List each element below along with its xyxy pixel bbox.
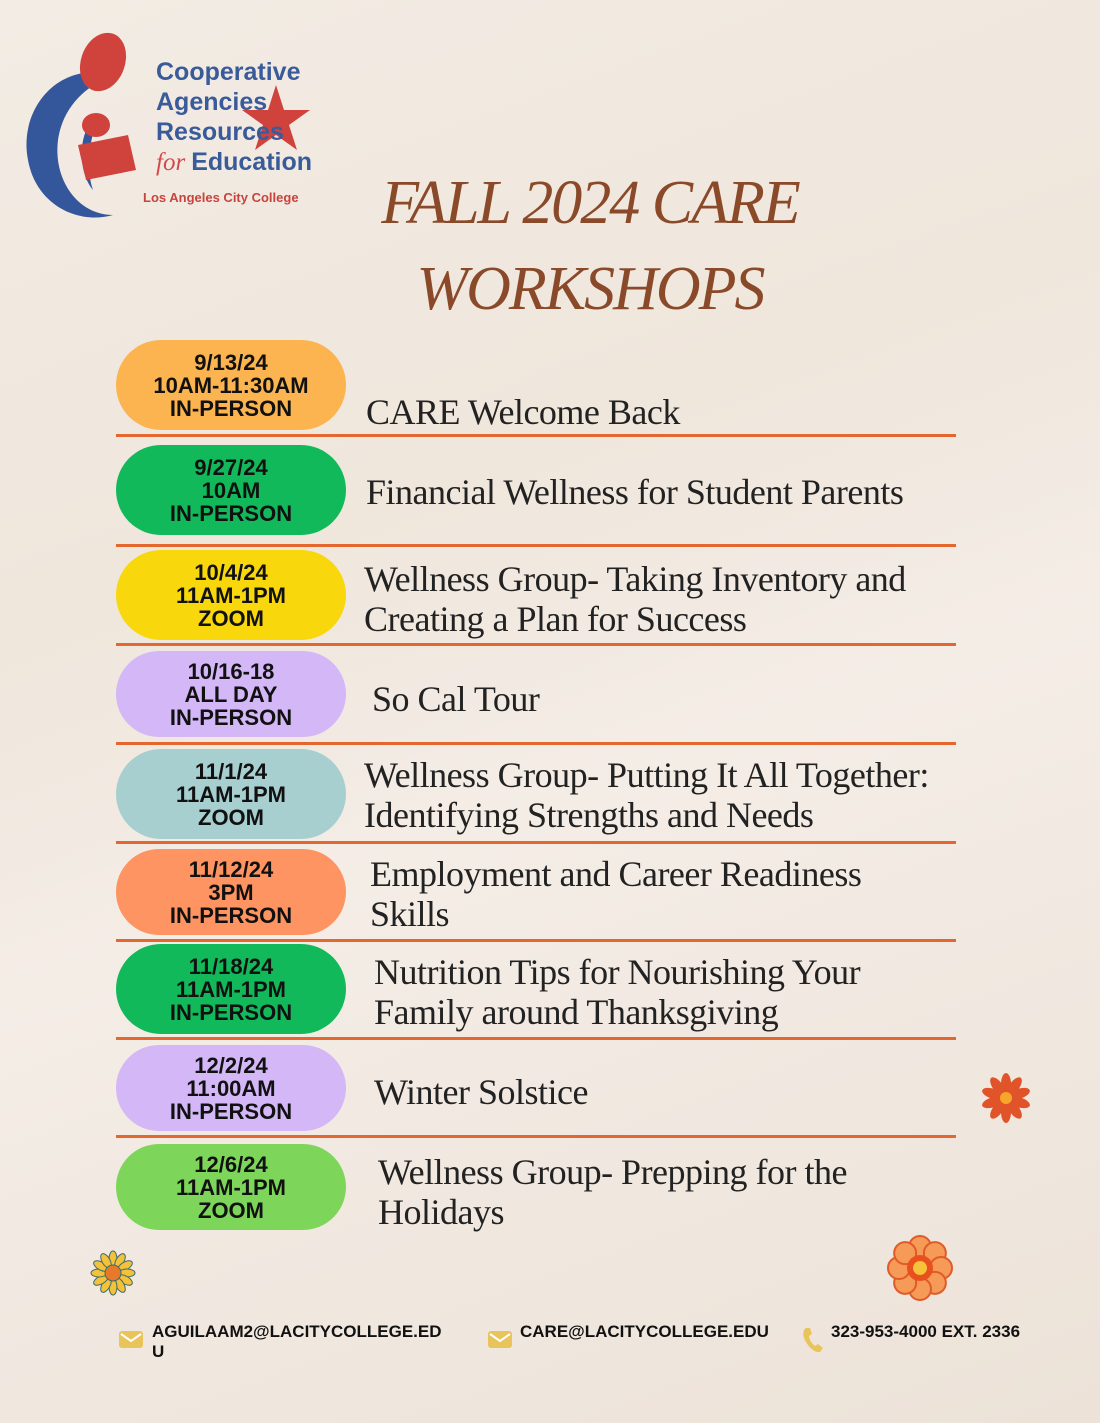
workshop-mode: IN-PERSON <box>169 704 293 730</box>
logo-college-name: Los Angeles City College <box>143 190 299 205</box>
workshop-date: 11/12/24 <box>188 856 274 882</box>
email-icon <box>118 1328 144 1350</box>
workshop-date-pill <box>116 849 346 935</box>
phone-icon <box>800 1325 826 1355</box>
workshop-date-pill <box>116 651 346 737</box>
logo-line-agencies: Agencies <box>156 88 268 116</box>
workshop-title: Nutrition Tips for Nourishing Your Family around Thanksgiving <box>374 952 861 1032</box>
orange-flower-icon <box>884 1232 956 1304</box>
contact-email-1[interactable] <box>152 1322 442 1362</box>
workshop-date-pill <box>116 1045 346 1131</box>
page-title <box>330 160 850 332</box>
contact-email-1-line1: AGUILAAM2@LACITYCOLLEGE.ED <box>152 1322 442 1341</box>
workshop-time: 11AM-1PM <box>175 582 287 608</box>
workshop-date: 12/2/24 <box>194 1052 268 1078</box>
workshop-date-pill <box>116 445 346 535</box>
workshop-date-pill <box>116 340 346 430</box>
workshop-time: 10AM-11:30AM <box>153 372 309 398</box>
workshop-title: Wellness Group- Taking Inventory and Creating a Plan for Success <box>364 559 906 639</box>
title-line-2: WORKSHOPS <box>416 255 764 323</box>
workshop-time: 10AM <box>201 477 261 503</box>
logo-line-education <box>156 148 312 177</box>
workshop-title: Employment and Career Readiness Skills <box>370 854 862 934</box>
workshop-date: 9/27/24 <box>194 454 268 480</box>
workshop-date-pill <box>116 749 346 839</box>
workshop-row <box>116 1040 956 1138</box>
sunflower-icon <box>90 1250 136 1296</box>
logo-education: Education <box>191 148 313 176</box>
workshop-row <box>116 745 956 844</box>
logo-for: for <box>156 149 186 176</box>
workshop-title: Financial Wellness for Student Parents <box>366 472 904 512</box>
workshop-mode: ZOOM <box>198 1197 264 1223</box>
workshop-mode: IN-PERSON <box>169 1098 293 1124</box>
workshop-date: 10/16-18 <box>187 658 275 684</box>
workshop-date: 9/13/24 <box>194 349 268 375</box>
workshop-date-pill <box>116 944 346 1034</box>
workshop-row <box>116 844 956 942</box>
workshop-mode: IN-PERSON <box>169 999 293 1025</box>
contact-email-2[interactable]: CARE@LACITYCOLLEGE.EDU <box>520 1322 769 1341</box>
workshop-mode: IN-PERSON <box>169 902 293 928</box>
workshop-row <box>116 1138 956 1238</box>
workshop-row <box>116 340 956 437</box>
workshop-date: 11/1/24 <box>194 758 268 784</box>
workshop-date-pill <box>116 1144 346 1230</box>
workshop-title: Winter Solstice <box>374 1072 589 1112</box>
workshop-mode: IN-PERSON <box>169 395 293 421</box>
workshop-time: 11:00AM <box>186 1075 276 1101</box>
care-logo <box>18 30 318 230</box>
workshop-title: So Cal Tour <box>372 679 540 719</box>
workshop-date: 10/4/24 <box>194 559 268 585</box>
workshop-mode: IN-PERSON <box>169 500 293 526</box>
workshop-title: Wellness Group- Putting It All Together: Identifying Strengths and Needs <box>364 755 929 835</box>
workshop-row <box>116 437 956 547</box>
workshop-time: 11AM-1PM <box>175 1174 287 1200</box>
workshop-row <box>116 547 956 646</box>
contact-phone[interactable]: 323-953-4000 EXT. 2336 <box>831 1322 1021 1341</box>
flower-icon <box>980 1072 1032 1124</box>
logo-line-cooperative: Cooperative <box>156 58 301 86</box>
logo-line-resources: Resources <box>156 118 284 146</box>
workshop-row <box>116 942 956 1040</box>
workshop-mode: ZOOM <box>198 804 264 830</box>
title-line-1: FALL 2024 CARE <box>381 169 799 237</box>
workshop-time: 3PM <box>208 879 254 905</box>
workshop-title: Wellness Group- Prepping for the Holidays <box>378 1152 847 1232</box>
workshop-mode: ZOOM <box>198 605 264 631</box>
workshop-date-pill <box>116 550 346 640</box>
workshop-row <box>116 646 956 745</box>
workshop-date: 12/6/24 <box>194 1151 268 1177</box>
workshop-time: 11AM-1PM <box>175 976 287 1002</box>
workshop-time: 11AM-1PM <box>175 781 287 807</box>
email-icon <box>487 1328 513 1350</box>
workshop-date: 11/18/24 <box>188 953 274 979</box>
workshop-list <box>116 340 956 1238</box>
workshop-time: ALL DAY <box>184 681 278 707</box>
workshop-title: CARE Welcome Back <box>366 392 680 432</box>
contact-email-1-line2: U <box>152 1342 165 1361</box>
